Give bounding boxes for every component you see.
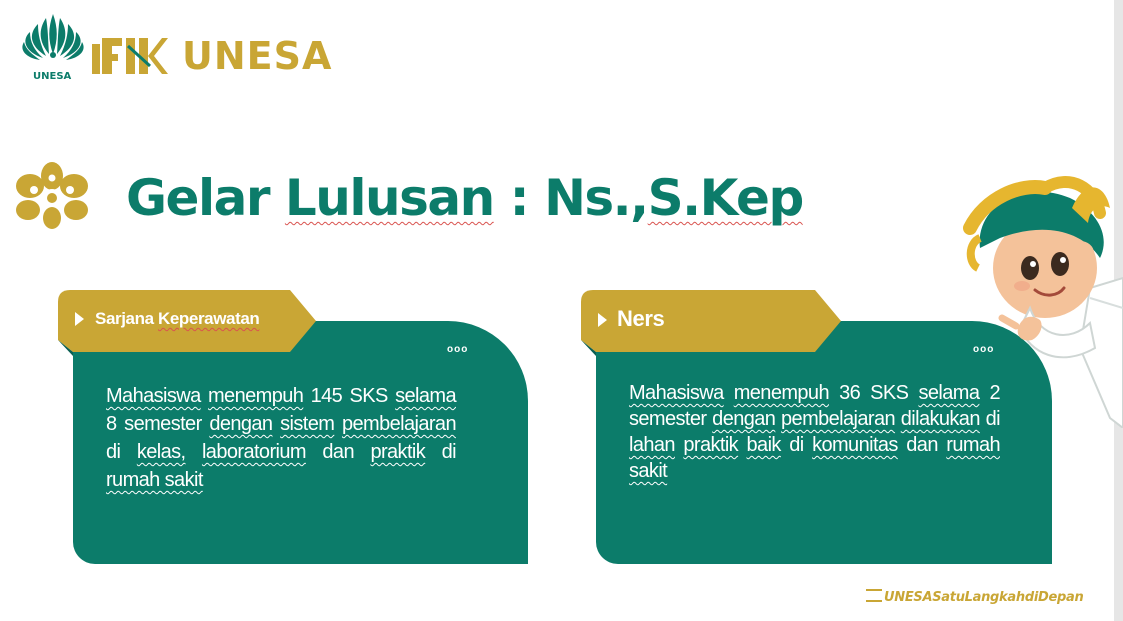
speed-lines-icon <box>866 589 882 602</box>
card-description: Mahasiswa menempuh 145 SKS selama 8 semester dengan sistem pembelajaran di kelas, laboratorium dan praktik di rumah sakit <box>106 385 457 491</box>
unesa-wordmark: UNESA <box>182 34 333 78</box>
seal-label: UNESA <box>33 71 72 82</box>
card-tab-label: Ners <box>617 306 665 331</box>
fik-logo-icon <box>92 36 168 80</box>
play-arrow-icon <box>75 312 84 326</box>
title-degree-skep: S.Kep <box>647 169 803 227</box>
title-word-gelar: Gelar <box>126 169 269 227</box>
page-title <box>126 168 803 228</box>
title-word-lulusan: Lulusan <box>284 169 494 227</box>
more-dots-icon: ooo <box>447 344 469 355</box>
flower-emblem-icon <box>10 160 94 234</box>
title-degree-ns: Ns., <box>544 169 648 227</box>
header-logo <box>18 10 333 85</box>
more-dots-icon: ooo <box>973 344 995 355</box>
card-tab-label: Sarjana Keperawatan <box>95 309 260 328</box>
title-separator: : <box>509 169 529 227</box>
footer-tagline: UNESASatuLangkahdiDepan <box>866 588 1083 605</box>
card-description: Mahasiswa menempuh 36 SKS selama 2 semester dengan pembelajaran dilakukan di lahan praktik baik di komunitas dan rumah sakit <box>629 382 1000 482</box>
mascot-character-icon <box>960 168 1123 428</box>
unesa-seal-icon <box>18 10 88 72</box>
play-arrow-icon <box>598 313 607 327</box>
